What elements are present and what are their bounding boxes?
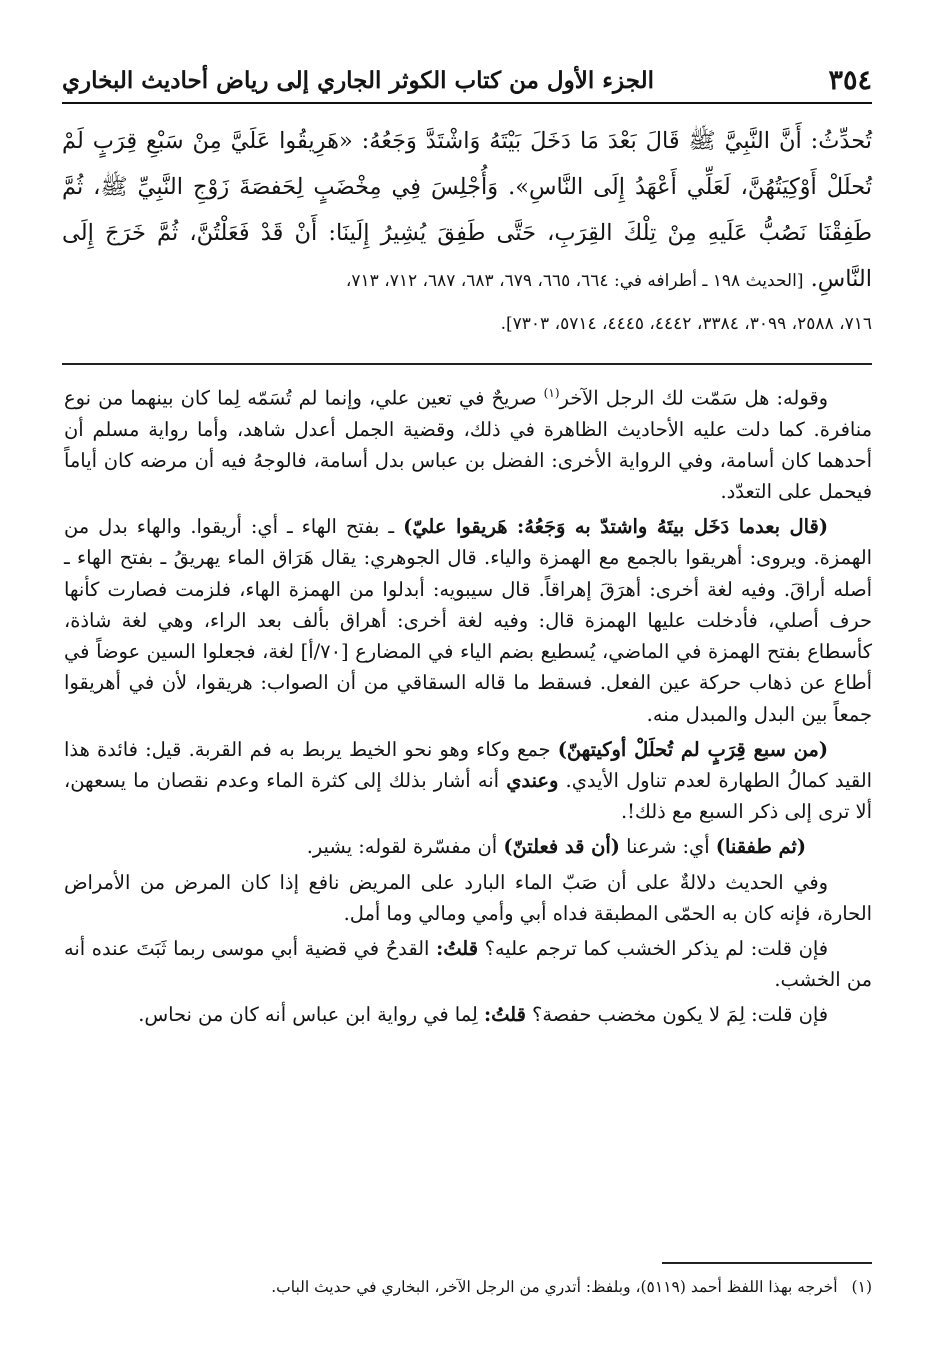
quoted-phrase: (أن قد فعلتنّ) bbox=[503, 835, 620, 859]
paragraph-text: القدحُ في قضية أبي موسى ربما ثَبَتَ عنده أنه من الخشب. bbox=[64, 936, 872, 992]
hadith-text-block bbox=[62, 118, 872, 344]
quoted-phrase: (قال بعدما دَخَل بيتَهُ واشتدّ به وَجَعُهُ: هَريقوا عليّ) bbox=[403, 515, 828, 539]
footnote-text: أخرجه بهذا اللفظ أحمد (٥١١٩)، وبلفظ: أتدري من الرجل الآخر، البخاري في حديث الباب. bbox=[271, 1278, 838, 1296]
commentary-paragraph bbox=[64, 831, 872, 862]
hadith-text: تُحدِّثُ: أَنَّ النَّبِيَّ ﷺ قَالَ بَعْدَ مَا دَخَلَ بَيْتَهُ وَاشْتَدَّ وَجَعُهُ: «هَرِيقُوا عَلَيَّ مِنْ سَبْعِ قِرَبٍ لَمْ تُحلَلْ أَوْكِيَتُهُنَّ، لَعَلِّي أَعْهَدُ إِلَى النَّاسِ». وَأُجْلِسَ فِي مِخْضَبٍ لِحَفصَةَ زَوْجِ النَّبِيِّ ﷺ، ثُمَّ طَفِقْنَا نَصُبُّ عَلَيهِ مِنْ تِلْكَ القِرَبِ، حَتَّى طَفِقَ يُشِيرُ إِلَينَا: أَنْ قَدْ فَعَلْتُنَّ، ثُمَّ خَرَجَ إِلَى النَّاسِ. bbox=[62, 128, 872, 292]
footnote bbox=[62, 1274, 872, 1300]
running-title: الجزء الأول من كتاب الكوثر الجاري إلى رياض أحاديث البخاري bbox=[62, 67, 654, 94]
paragraph-text: وقوله: هل سَمّت لك الرجل الآخر bbox=[559, 386, 828, 410]
paragraph-text: لِما في رواية ابن عباس أنه كان من نحاس. bbox=[138, 1003, 484, 1027]
paragraph-text: أنه أشار بذلك إلى كثرة الماء وعدم نقصان ما يسعهن، ألا ترى إلى ذكر السبع مع ذلك!. bbox=[64, 768, 872, 824]
commentary-paragraph bbox=[64, 867, 872, 929]
paragraph-text: فإن قلت: لم يذكر الخشب كما ترجم عليه؟ bbox=[477, 936, 828, 960]
paragraph-text: صريحٌ في تعين علي، وإنما لم تُسَمّه لِما كان بينهما من نوع منافرة. كما دلت عليه الأحاديث الظاهرة في ذلك، وقضية الجمل أعدل شاهد، وأما رواية مسلم أن أحدهما كان أسامة، وفي الرواية الأخرى: الفضل بن عباس بدل أسامة، فالوجهُ فيه أن مرضه كان أياماً فيحمل على التعدّد. bbox=[64, 386, 872, 504]
hadith-references-line1: [الحديث ١٩٨ ـ أطرافه في: ٦٦٤، ٦٦٥، ٦٧٩، ٦٨٣، ٦٨٧، ٧١٢، ٧١٣، bbox=[345, 271, 804, 291]
emphasis: قلتُ: bbox=[436, 936, 478, 960]
quoted-phrase: (ثم طفقنا) bbox=[715, 835, 806, 859]
quoted-phrase: (من سبع قِرَبٍ لم تُحلَلْ أوكيتهنّ) bbox=[557, 737, 828, 761]
footnote-divider bbox=[662, 1262, 872, 1264]
paragraph-text: وفي الحديث دلالةٌ على أن صَبّ الماء البارد على المريض نافع إذا كان المرض من الأمراض الحارة، فإنه كان به الحمّى المطبقة فداه أبي وأمي ومالي وما أمل. bbox=[64, 870, 872, 925]
footnote-marker: (١) bbox=[543, 386, 560, 400]
commentary-paragraph bbox=[64, 378, 872, 507]
paragraph-text: جمع وكاء وهو نحو الخيط يربط به فم القربة. قيل: فائدة هذا القيد كمالُ الطهارة لعدم تناول الأيدي. bbox=[64, 737, 872, 792]
paragraph-text: أن مفسّرة لقوله: يشير. bbox=[306, 835, 504, 859]
emphasis: قلتُ: bbox=[483, 1003, 526, 1027]
paragraph-text: فإن قلت: لِمَ لا يكون مخضب حفصة؟ bbox=[525, 1003, 828, 1027]
commentary-paragraph bbox=[64, 511, 872, 729]
paragraph-text: أي: شرعنا bbox=[619, 835, 716, 859]
footnote-number: (١) bbox=[851, 1278, 872, 1296]
emphasis: وعندي bbox=[506, 768, 559, 792]
commentary-paragraph bbox=[64, 734, 872, 828]
section-divider bbox=[62, 363, 872, 365]
hadith-references-line2: ٧١٦، ٢٥٨٨، ٣٠٩٩، ٣٣٨٤، ٤٤٤٢، ٤٤٤٥، ٥٧١٤، ٧٣٠٣]. bbox=[500, 314, 872, 334]
commentary-paragraph bbox=[64, 999, 872, 1030]
commentary-paragraph bbox=[64, 933, 872, 995]
paragraph-text: ـ بفتح الهاء ـ أي: أريقوا. والهاء بدل من الهمزة. ويروى: أهريقوا بالجمع مع الهمزة والياء. قال الجوهري: يقال هَرَاق الماء يهريقُ ـ بفتح الهاء ـ أصله أراقَ. وفيه لغة أخرى: أهرَقَ إهراقاً. قال سيبويه: أبدلوا من الهمزة الهاء، فلزمت فصارت كأنها حرف أصلي، فأدخلت عليها الهمزة قال: وفيه لغة أخرى: أهراق بألف بعد الراء، وهي لغة شاذة، كأسطاع بفتح الهمزة في الماضي، يُسطيع بضم الياء في المضارع [٧٠/أ] لغة، فجعلوا السين عوضاً في أطاع عن ذهاب حركة عين الفعل. فسقط ما قاله السقاقي من أن الصواب: هريقوا، لأن في أهريقوا جمعاً بين البدل والمبدل منه. bbox=[64, 515, 872, 726]
page-number: ٣٥٤ bbox=[828, 65, 872, 96]
page-header bbox=[62, 50, 872, 104]
commentary-block bbox=[64, 378, 872, 1035]
